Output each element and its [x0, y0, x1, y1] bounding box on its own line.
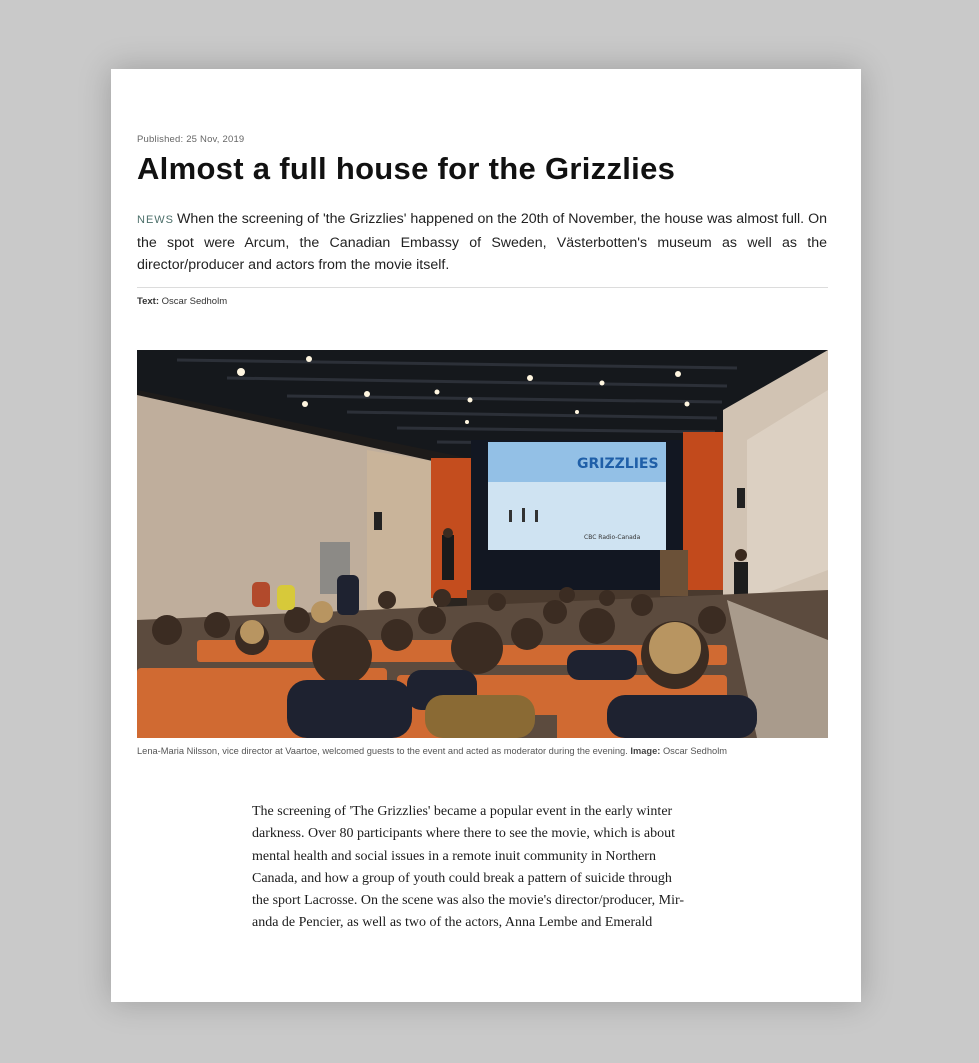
body-line: the sport Lacrosse. On the scene was also the movie's director/producer, Mir- — [252, 893, 685, 909]
byline-author: Oscar Sedholm — [161, 296, 228, 307]
byline — [137, 296, 227, 307]
credit-name: Oscar Sedholm — [662, 746, 728, 756]
caption-text: Lena-Maria Nilsson, vice director at Vaartoe, welcomed guests to the event and acted as moderator during the evening. — [137, 746, 628, 756]
category-tag[interactable]: NEWS — [137, 214, 174, 226]
divider — [137, 287, 828, 288]
body-line: mental health and social issues in a remote inuit community in Northern — [252, 848, 656, 864]
auditorium-image — [137, 350, 828, 738]
article-lead — [137, 208, 827, 277]
photo-caption — [137, 746, 727, 756]
screen-title: GRIZZLIES — [577, 456, 659, 472]
article-body — [252, 801, 709, 935]
credit-label: Image: — [630, 746, 661, 756]
lead-text: When the screening of 'the Grizzlies' happened on the 20th of November, the house was almost full. On the spot were Arcum, the Canadian Embassy of Sweden, Västerbotten's museum as well as the director/producer and actors from the movie itself. — [137, 211, 827, 273]
body-line: anda de Pencier, as well as two of the actors, Anna Lembe and Emerald — [252, 915, 653, 931]
byline-label: Text: — [137, 296, 159, 307]
body-line: darkness. Over 80 participants where there to see the movie, which is about — [252, 826, 675, 842]
article-page — [111, 69, 861, 1002]
body-line: Canada, and how a group of youth could break a pattern of suicide through — [252, 870, 672, 886]
article-photo[interactable] — [137, 350, 828, 738]
page-title: Almost a full house for the Grizzlies — [137, 151, 676, 186]
body-line: The screening of 'The Grizzlies' became a popular event in the early winter — [252, 804, 673, 819]
published-date: Published: 25 Nov, 2019 — [137, 134, 245, 145]
screen-sponsor: CBC Radio-Canada — [584, 534, 641, 541]
